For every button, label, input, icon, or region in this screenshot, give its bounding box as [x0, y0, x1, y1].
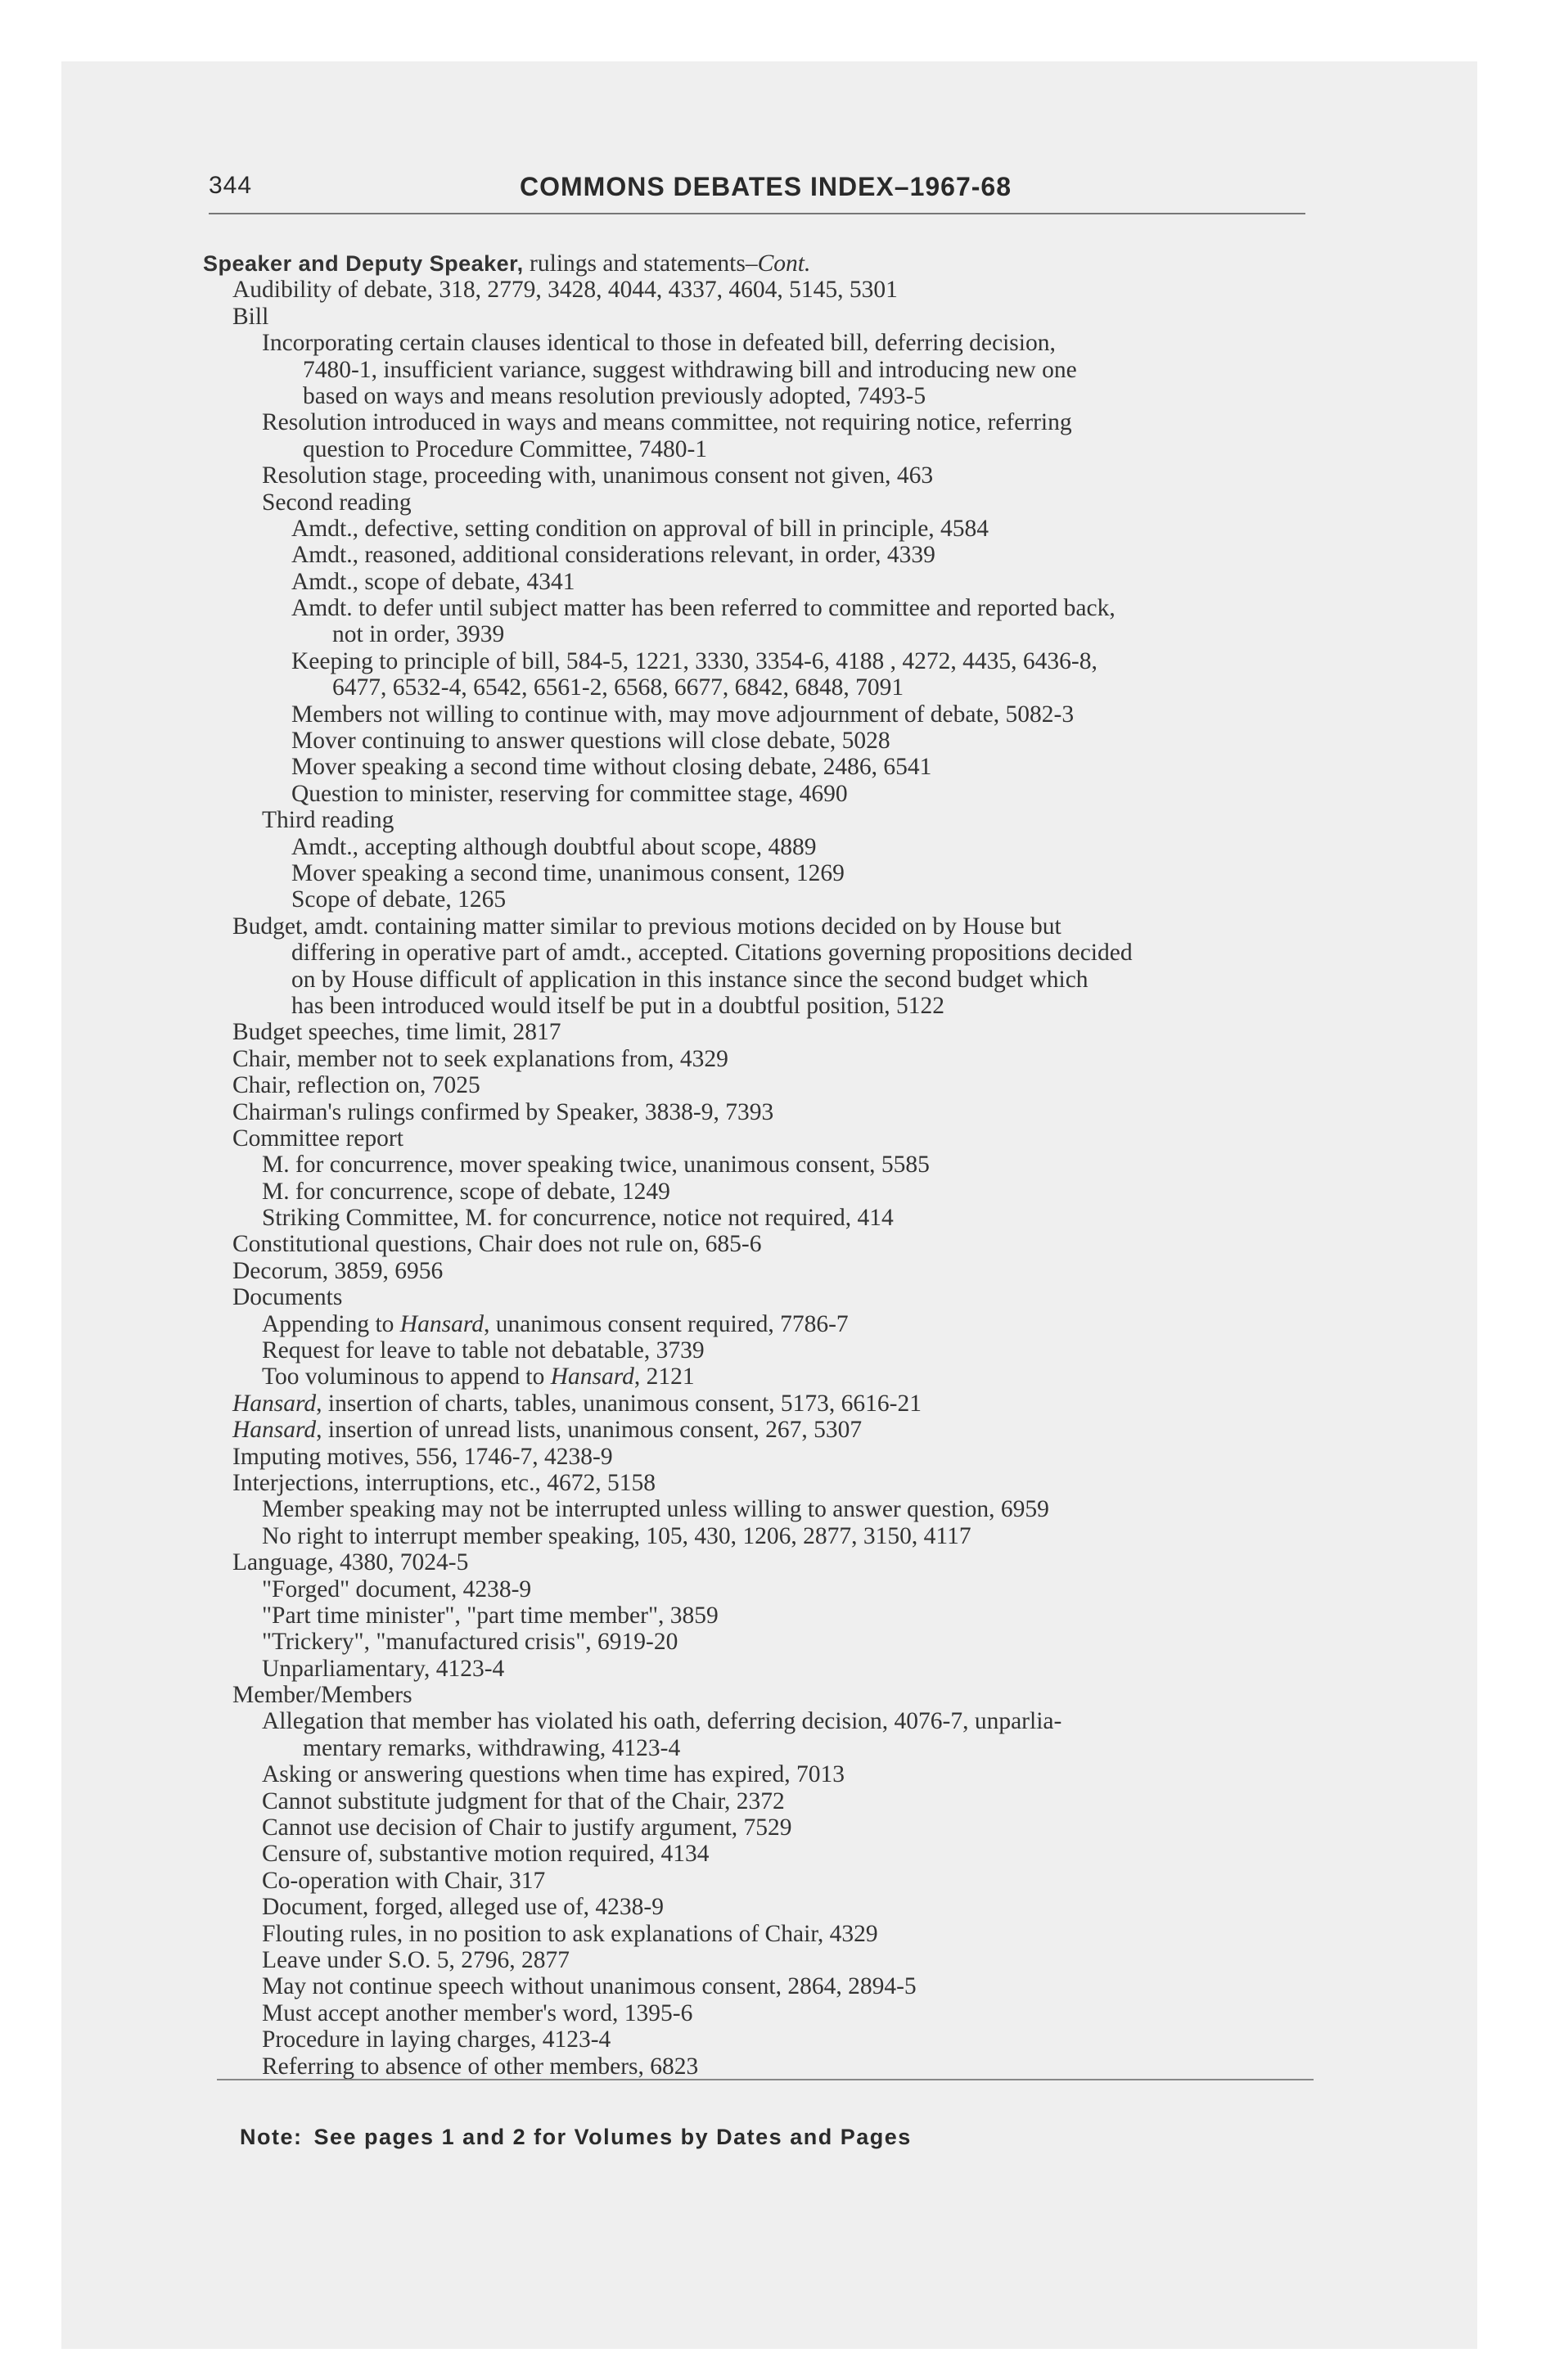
index-entry: Committee report	[232, 1125, 403, 1152]
index-entry: Member/Members	[232, 1682, 412, 1709]
index-entry: Keeping to principle of bill, 584-5, 1221, 3330, 3354-6, 4188 , 4272, 4435, 6436-8,	[291, 647, 1098, 674]
index-entry: M. for concurrence, mover speaking twice, unanimous consent, 5585	[262, 1152, 930, 1179]
index-entry: Amdt., defective, setting condition on approval of bill in principle, 4584	[291, 515, 989, 542]
index-entry: "Part time minister", "part time member", 3859	[262, 1602, 719, 1629]
footer-note	[240, 2125, 912, 2150]
index-entry: Document, forged, alleged use of, 4238-9	[262, 1894, 664, 1921]
note-text: See pages 1 and 2 for Volumes by Dates and Pages	[313, 2125, 912, 2149]
index-entry: Amdt., reasoned, additional considerations relevant, in order, 4339	[291, 542, 935, 569]
index-entry: Leave under S.O. 5, 2796, 2877	[262, 1947, 570, 1973]
index-entry: Mover speaking a second time, unanimous consent, 1269	[291, 859, 845, 886]
index-entry: "Trickery", "manufactured crisis", 6919-20	[262, 1629, 678, 1656]
index-entry: on by House difficult of application in this instance since the second budget which	[291, 966, 1089, 993]
index-entry: Censure of, substantive motion required, 4134	[262, 1841, 710, 1868]
index-entry: Unparliamentary, 4123-4	[262, 1655, 505, 1682]
index-entry: not in order, 3939	[332, 621, 505, 648]
index-entry: Striking Committee, M. for concurrence, notice not required, 414	[262, 1205, 894, 1232]
index-entry: Decorum, 3859, 6956	[232, 1257, 444, 1284]
index-entry: Cannot substitute judgment for that of the Chair, 2372	[262, 1787, 785, 1814]
index-entry: Request for leave to table not debatable, 3739	[262, 1337, 705, 1364]
index-entry: Imputing motives, 556, 1746-7, 4238-9	[232, 1443, 613, 1470]
index-entry: Hansard, insertion of charts, tables, unanimous consent, 5173, 6616-21	[232, 1390, 922, 1417]
index-entry: Flouting rules, in no position to ask explanations of Chair, 4329	[262, 1920, 878, 1947]
index-entry: Question to minister, reserving for committee stage, 4690	[291, 780, 848, 807]
index-entry: Asking or answering questions when time has expired, 7013	[262, 1761, 845, 1788]
index-entry: Language, 4380, 7024-5	[232, 1549, 469, 1576]
index-entry: Scope of debate, 1265	[291, 886, 507, 913]
index-entry: Procedure in laying charges, 4123-4	[262, 2026, 611, 2053]
index-entry: Incorporating certain clauses identical to those in defeated bill, deferring decision,	[262, 330, 1056, 357]
index-entry: Too voluminous to append to Hansard, 2121	[262, 1364, 695, 1391]
subject-name: Speaker and Deputy Speaker,	[203, 251, 524, 276]
index-entry: has been introduced would itself be put in a doubtful position, 5122	[291, 992, 945, 1019]
index-entry: Audibility of debate, 318, 2779, 3428, 4044, 4337, 4604, 5145, 5301	[232, 277, 898, 304]
subject-heading	[203, 250, 1349, 277]
index-entry: Chair, reflection on, 7025	[232, 1072, 480, 1099]
index-entry: Mover continuing to answer questions will close debate, 5028	[291, 728, 890, 755]
subject-rest: rulings and statements–	[523, 250, 758, 277]
index-entry: Referring to absence of other members, 6823	[262, 2053, 699, 2080]
index-entry: based on ways and means resolution previously adopted, 7493-5	[303, 382, 926, 409]
note-label: Note:	[240, 2125, 303, 2149]
index-entry: Amdt. to defer until subject matter has been referred to committee and reported back,	[291, 595, 1116, 622]
index-entry: Mover speaking a second time without closing debate, 2486, 6541	[291, 754, 932, 781]
index-entry: Must accept another member's word, 1395-6	[262, 1999, 693, 2026]
index-entry: Budget, amdt. containing matter similar to previous motions decided on by House but	[232, 913, 1061, 940]
index-entry: Resolution introduced in ways and means committee, not requiring notice, referring	[262, 409, 1072, 436]
running-title: COMMONS DEBATES INDEX–1967-68	[520, 172, 1012, 201]
index-entry: Documents	[232, 1284, 343, 1311]
index-entry: Resolution stage, proceeding with, unanimous consent not given, 463	[262, 462, 934, 489]
index-entry: Chairman's rulings confirmed by Speaker, 3838-9, 7393	[232, 1098, 774, 1125]
index-entry: Constitutional questions, Chair does not rule on, 685-6	[232, 1231, 762, 1258]
page-number: 344	[209, 172, 253, 199]
index-entry: Cannot use decision of Chair to justify argument, 7529	[262, 1814, 792, 1841]
index-entry: Appending to Hansard, unanimous consent required, 7786-7	[262, 1310, 849, 1337]
bottom-rule	[217, 2079, 1314, 2080]
index-entry: Chair, member not to seek explanations from, 4329	[232, 1045, 728, 1072]
index-entry: Interjections, interruptions, etc., 4672, 5158	[232, 1469, 656, 1496]
index-entry: "Forged" document, 4238-9	[262, 1575, 532, 1602]
index-entry: Second reading	[262, 489, 412, 516]
index-entry: Hansard, insertion of unread lists, unanimous consent, 267, 5307	[232, 1417, 863, 1444]
index-entry: 7480-1, insufficient variance, suggest withdrawing bill and introducing new one	[303, 356, 1077, 383]
index-entry: Amdt., accepting although doubtful about scope, 4889	[291, 833, 817, 860]
page-header	[209, 172, 1305, 214]
index-entry: Allegation that member has violated his oath, deferring decision, 4076-7, unparlia-	[262, 1708, 1062, 1735]
index-entry: Bill	[232, 303, 269, 330]
index-entry: differing in operative part of amdt., accepted. Citations governing propositions decided	[291, 940, 1133, 967]
index-entry: 6477, 6532-4, 6542, 6561-2, 6568, 6677, 6842, 6848, 7091	[332, 674, 904, 701]
index-entry: M. for concurrence, scope of debate, 1249	[262, 1178, 670, 1205]
index-entry: Member speaking may not be interrupted unless willing to answer question, 6959	[262, 1496, 1049, 1523]
index-entry: Amdt., scope of debate, 4341	[291, 568, 575, 595]
index-entry: No right to interrupt member speaking, 105, 430, 1206, 2877, 3150, 4117	[262, 1522, 971, 1549]
index-entry: Co-operation with Chair, 317	[262, 1867, 546, 1894]
index-body	[203, 250, 1349, 2080]
index-entry: question to Procedure Committee, 7480-1	[303, 435, 708, 462]
continued-mark: Cont.	[757, 250, 811, 277]
index-entry: Third reading	[262, 807, 394, 834]
index-entry: Members not willing to continue with, may move adjournment of debate, 5082-3	[291, 701, 1075, 728]
index-entry: Budget speeches, time limit, 2817	[232, 1019, 561, 1046]
index-entry: May not continue speech without unanimous consent, 2864, 2894-5	[262, 1973, 917, 2000]
index-entry: mentary remarks, withdrawing, 4123-4	[303, 1734, 681, 1761]
